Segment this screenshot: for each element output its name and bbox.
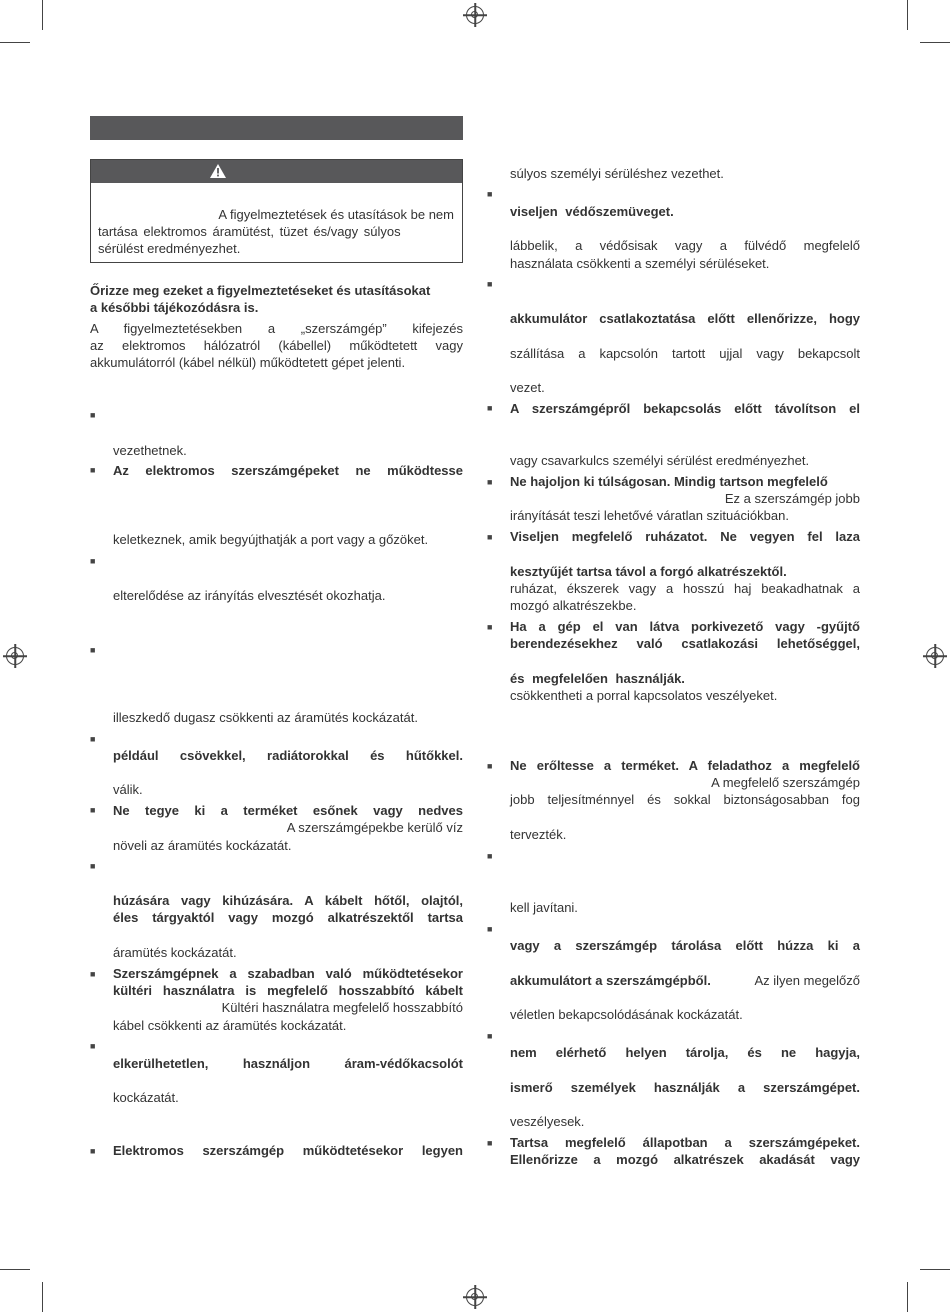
crop-mark (42, 1282, 43, 1312)
text-regular-part: Az ilyen megelőző (754, 973, 860, 988)
bullet-icon: ■ (90, 1146, 96, 1156)
bullet-icon: ■ (487, 477, 493, 487)
bullet-icon: ■ (90, 1041, 96, 1051)
text-line: vezethetnek. (113, 443, 187, 458)
text-line: vezet. (510, 380, 545, 395)
bullet-icon: ■ (90, 861, 96, 871)
text-line: kábel csökkenti az áramütés kockázatát. (113, 1018, 347, 1033)
text-line: berendezésekhez való csatlakozási lehetőséggel, (510, 636, 860, 651)
text-line: és megfelelően használják. (510, 671, 685, 686)
text-line: válik. (113, 782, 143, 797)
text-line: Ez a szerszámgép jobb (724, 491, 860, 506)
registration-mark-icon (6, 647, 24, 665)
warning-text: A figyelmeztetések és utasítások be nem (218, 207, 454, 222)
text-line: vagy csavarkulcs személyi sérülést eredményezhet. (510, 453, 810, 468)
text-line: Ne erőltesse a terméket. A feladathoz a megfelelő (510, 758, 860, 773)
text-line: Viseljen megfelelő ruházatot. Ne vegyen fel laza (510, 529, 860, 544)
text-line: mozgó alkatrészekbe. (510, 598, 637, 613)
text-line: kell javítani. (510, 900, 578, 915)
warning-header (91, 160, 462, 183)
text-line: keletkeznek, amik begyújthatják a port vagy a gőzöket. (113, 532, 429, 547)
text-line: éles tárgyaktól vagy mozgó alkatrészektől tartsa (113, 910, 463, 925)
bullet-icon: ■ (90, 556, 96, 566)
warning-text: sérülést eredményezhet. (98, 241, 241, 256)
bullet-icon: ■ (487, 622, 493, 632)
intro-text: akkumulátorról (kábel nélkül) működtetett gépet jelenti. (90, 355, 406, 370)
text-line: tervezték. (510, 827, 567, 842)
text-line: A szerszámgépről bekapcsolás előtt távolítson el (510, 401, 860, 416)
text-line: Ne tegye ki a terméket esőnek vagy nedves (113, 803, 463, 818)
text-line: irányítását teszi lehetővé váratlan szituációkban. (510, 508, 789, 523)
text-bold-part: akkumulátort a szerszámgépből. (510, 973, 711, 988)
text-line: A megfelelő szerszámgép (711, 775, 860, 790)
intro-bold: Őrizze meg ezeket a figyelmeztetéseket és utasításokat (90, 283, 431, 298)
text-line: kültéri használatra is megfelelő hosszabbító kábelt (113, 983, 463, 998)
text-line: Kültéri használatra megfelelő hosszabbító (221, 1000, 463, 1015)
text-line: Ellenőrizze a mozgó alkatrészek akadását vagy (510, 1152, 860, 1167)
text-line: súlyos személyi sérüléshez vezethet. (510, 166, 724, 181)
text-line: használata csökkenti a személyi sérüléseket. (510, 256, 770, 271)
section-header-bar (90, 116, 463, 140)
bullet-icon: ■ (487, 532, 493, 542)
text-line: csökkentheti a porral kapcsolatos veszélyeket. (510, 688, 778, 703)
registration-mark-icon (926, 647, 944, 665)
text-line: áramütés kockázatát. (113, 945, 237, 960)
text-line: szállítása a kapcsolón tartott ujjal vagy bekapcsolt (510, 346, 860, 361)
text-line: Elektromos szerszámgép működtetésekor legyen (113, 1143, 463, 1158)
bullet-icon: ■ (487, 403, 493, 413)
text-line: jobb teljesítménnyel és sokkal biztonságosabban fog (510, 792, 860, 807)
text-line: vagy a szerszámgép tárolása előtt húzza ki a (510, 938, 860, 953)
crop-mark (920, 42, 950, 43)
crop-mark (42, 0, 43, 30)
bullet-icon: ■ (90, 805, 96, 815)
bullet-icon: ■ (90, 410, 96, 420)
text-line: akkumulátor csatlakoztatása előtt ellenőrizze, hogy (510, 311, 860, 326)
text-line: Az elektromos szerszámgépeket ne működtesse (113, 463, 463, 478)
registration-mark-icon (466, 1288, 484, 1306)
bullet-icon: ■ (90, 645, 96, 655)
text-line: A szerszámgépekbe kerülő víz (286, 820, 463, 835)
text-line: Szerszámgépnek a szabadban való működtetésekor (113, 966, 463, 981)
crop-mark (0, 42, 30, 43)
warning-triangle-icon (209, 163, 227, 179)
text-line: illeszkedő dugasz csökkenti az áramütés kockázatát. (113, 710, 418, 725)
text-line: veszélyesek. (510, 1114, 585, 1129)
text-line: Ne hajoljon ki túlságosan. Mindig tartson megfelelő (510, 474, 828, 489)
intro-text: az elektromos hálózatról (kábellel) működtetett vagy (90, 338, 463, 353)
crop-mark (907, 1282, 908, 1312)
bullet-icon: ■ (90, 465, 96, 475)
bullet-icon: ■ (487, 1031, 493, 1041)
text-line: kesztyűjét tartsa távol a forgó alkatrészektől. (510, 564, 787, 579)
warning-text: tartása elektromos áramütést, tüzet és/vagy súlyos (98, 224, 401, 239)
bullet-icon: ■ (90, 734, 96, 744)
text-line: kockázatát. (113, 1090, 179, 1105)
text-line: lábbelik, a védősisak vagy a fülvédő megfelelő (510, 238, 860, 253)
bullet-icon: ■ (487, 851, 493, 861)
crop-mark (0, 1269, 30, 1270)
text-line: elterelődése az irányítás elvesztését okozhatja. (113, 588, 386, 603)
text-line: véletlen bekapcsolódásának kockázatát. (510, 1007, 743, 1022)
text-line: viseljen védőszemüveget. (510, 204, 674, 219)
text-line: húzására vagy kihúzására. A kábelt hőtől, olajtól, (113, 893, 463, 908)
crop-mark (920, 1269, 950, 1270)
text-line (510, 972, 860, 989)
bullet-icon: ■ (487, 279, 493, 289)
crop-mark (907, 0, 908, 30)
bullet-icon: ■ (90, 969, 96, 979)
text-line: elkerülhetetlen, használjon áram-védőkacsolót (113, 1056, 463, 1071)
text-line: ruházat, ékszerek vagy a hosszú haj beakadhatnak a (510, 581, 860, 596)
bullet-icon: ■ (487, 189, 493, 199)
text-line: például csövekkel, radiátorokkal és hűtőkkel. (113, 748, 463, 763)
text-line: nem elérhető helyen tárolja, és ne hagyja, (510, 1045, 860, 1060)
intro-bold: a későbbi tájékozódásra is. (90, 300, 259, 315)
text-line: Ha a gép el van látva porkivezető vagy -gyűjtő (510, 619, 860, 634)
text-line: ismerő személyek használják a szerszámgépet. (510, 1080, 860, 1095)
registration-mark-icon (466, 6, 484, 24)
intro-text: A figyelmeztetésekben a „szerszámgép” kifejezés (90, 321, 463, 336)
bullet-icon: ■ (487, 1138, 493, 1148)
bullet-icon: ■ (487, 761, 493, 771)
text-line: növeli az áramütés kockázatát. (113, 838, 292, 853)
bullet-icon: ■ (487, 924, 493, 934)
text-line: Tartsa megfelelő állapotban a szerszámgépeket. (510, 1135, 860, 1150)
